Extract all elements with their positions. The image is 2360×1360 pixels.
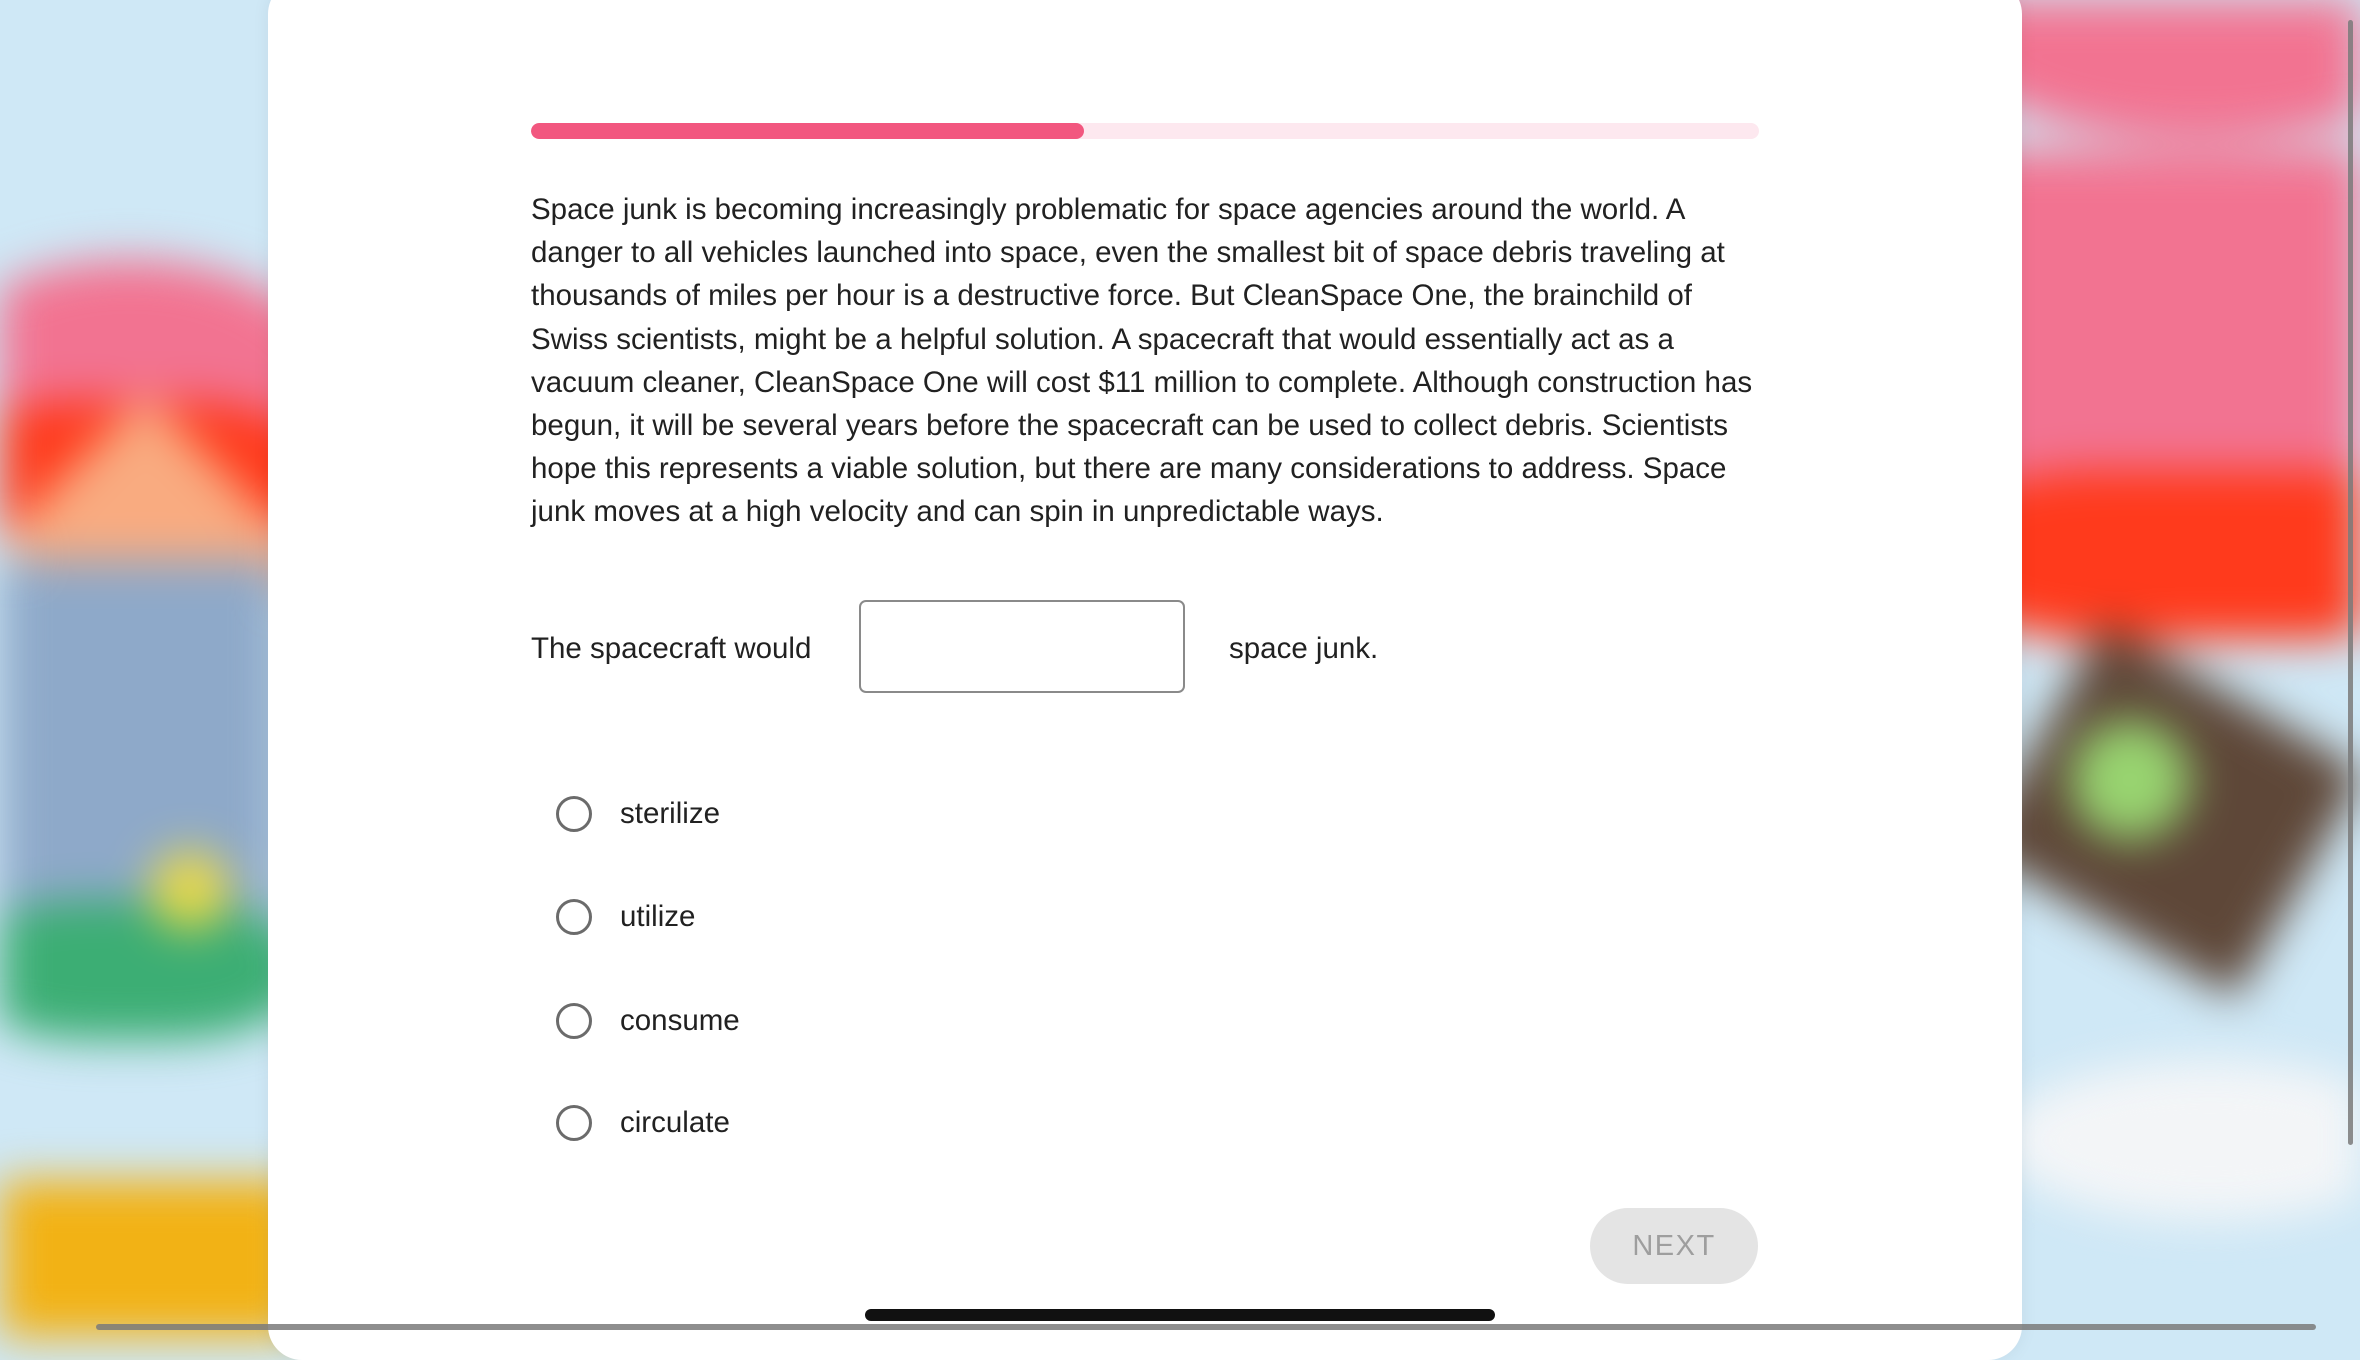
- option-label: utilize: [620, 900, 696, 933]
- option-label: circulate: [620, 1106, 730, 1139]
- reading-passage: Space junk is becoming increasingly problematic for space agencies around the world. A danger to all vehicles launched into space, even the smallest bit of space debris traveling at thousands of miles per hour is a destructive force. But CleanSpace One, the brainchild of Swiss scientists, might be a helpful solution. A spacecraft that would essentially act as a vacuum cleaner, CleanSpace One will cost $11 million to complete. Although construction has begun, it will be several years before the spacecraft can be used to collect debris. Scientists hope this represents a viable solution, but there are many considerations to address. Space junk moves at a high velocity and can spin in unpredictable ways.: [531, 193, 1753, 529]
- horizontal-scrollbar[interactable]: [96, 1324, 2316, 1330]
- option-sterilize[interactable]: [556, 792, 720, 836]
- option-circulate[interactable]: [556, 1101, 730, 1145]
- option-consume[interactable]: [556, 999, 740, 1043]
- sentence-end: space junk.: [1229, 632, 1379, 665]
- sentence-start: The spacecraft would: [531, 632, 812, 665]
- progress-bar-fill: [531, 123, 1084, 139]
- fill-in-sentence: [531, 600, 1761, 697]
- vertical-scrollbar[interactable]: [2348, 20, 2353, 1145]
- next-button[interactable]: NEXT: [1590, 1208, 1758, 1284]
- radio-button[interactable]: [556, 1105, 592, 1141]
- option-label: sterilize: [620, 797, 720, 830]
- option-label: consume: [620, 1004, 740, 1037]
- home-indicator[interactable]: [865, 1309, 1495, 1321]
- option-utilize[interactable]: [556, 895, 695, 939]
- progress-bar: [531, 123, 1759, 139]
- radio-button[interactable]: [556, 796, 592, 832]
- radio-button[interactable]: [556, 1003, 592, 1039]
- answer-blank[interactable]: [859, 600, 1185, 693]
- radio-button[interactable]: [556, 899, 592, 935]
